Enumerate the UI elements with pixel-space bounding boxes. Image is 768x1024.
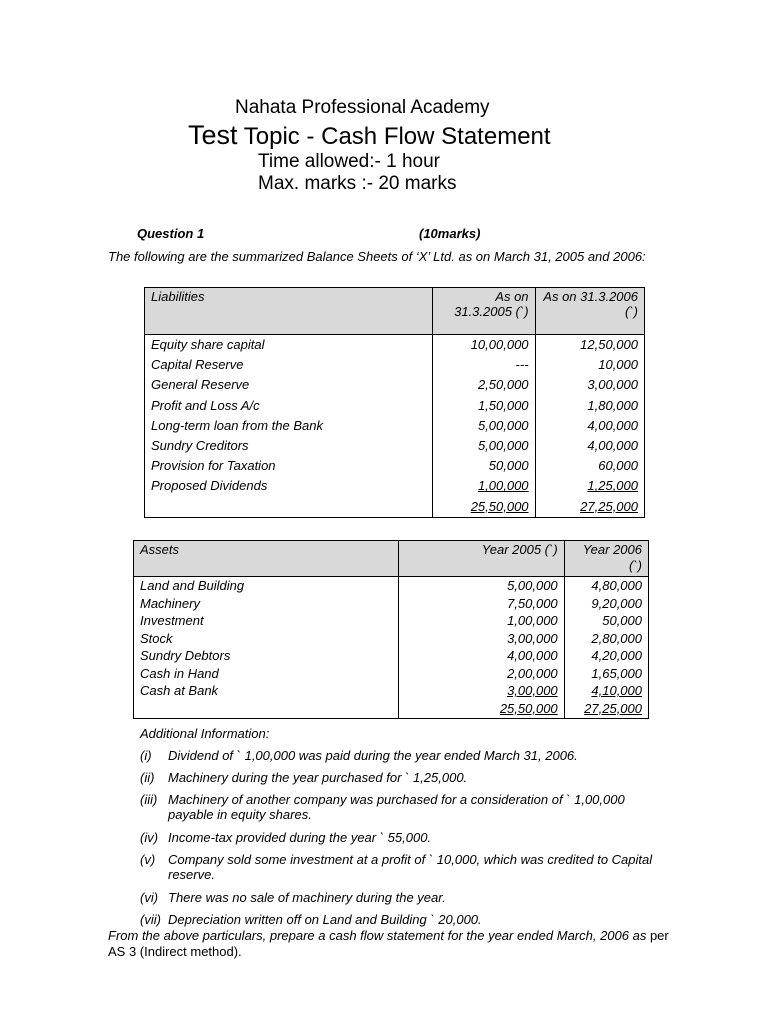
table-row: [134, 682, 649, 700]
table-header-row: [134, 541, 649, 577]
question-label: Question 1: [137, 226, 205, 241]
cell-text: 3,00,000: [507, 683, 558, 698]
cell: [535, 497, 644, 518]
item-number: (vii): [140, 912, 161, 927]
time-allowed: Time allowed:- 1 hour: [258, 151, 440, 172]
cell: Cash at Bank: [134, 682, 399, 700]
cell: 4,20,000: [564, 647, 648, 665]
cell-text: 1,25,000: [587, 478, 638, 494]
header-cell: [433, 288, 535, 335]
question-marks: (10marks): [419, 226, 481, 241]
cell: 10,000: [535, 355, 644, 375]
cell: 1,50,000: [433, 396, 535, 416]
table-header-row: [145, 288, 645, 335]
cell: 2,50,000: [433, 375, 535, 395]
table-row: [145, 476, 645, 496]
assets-table: [133, 540, 649, 719]
cell: 2,00,000: [399, 665, 565, 683]
table-row: [145, 335, 645, 356]
total-value: 25,50,000: [470, 498, 529, 514]
page-title: [188, 120, 551, 151]
header-text: Year 2005 (`): [481, 542, 558, 557]
cell: Proposed Dividends: [145, 476, 433, 496]
table-row: [134, 630, 649, 648]
cell: [399, 682, 565, 700]
cell: 12,50,000: [535, 335, 644, 356]
item-text: Dividend of ` 1,00,000 was paid during the year ended March 31, 2006.: [168, 748, 578, 763]
table-row: [145, 396, 645, 416]
item-number: (vi): [140, 890, 159, 905]
cell: ---: [433, 355, 535, 375]
table-row: [145, 436, 645, 456]
header-cell: [399, 541, 565, 577]
total-value: 27,25,000: [580, 498, 638, 514]
header-text: As on 31.3.2006 (`): [543, 289, 638, 319]
cell: 3,00,000: [399, 630, 565, 648]
cell: Long-term loan from the Bank: [145, 416, 433, 436]
item-text: There was no sale of machinery during the year.: [168, 890, 446, 905]
table-row: [145, 456, 645, 476]
cell: [134, 700, 399, 719]
total-value: 27,25,000: [584, 700, 642, 716]
question-intro: The following are the summarized Balance Sheets of ‘X’ Ltd. as on March 31, 2005 and 2006:: [108, 249, 646, 264]
item-number: (i): [140, 748, 152, 763]
item-text: Machinery during the year purchased for ` 1,25,000.: [168, 770, 468, 785]
table-row: [145, 355, 645, 375]
cell: Capital Reserve: [145, 355, 433, 375]
cell: [564, 700, 648, 719]
cell: 3,00,000: [535, 375, 644, 395]
max-marks: Max. marks :- 20 marks: [258, 173, 457, 194]
cell: [564, 682, 648, 700]
cell: [399, 700, 565, 719]
table-row: [134, 647, 649, 665]
additional-info-label: Additional Information:: [140, 726, 270, 741]
item-number: (ii): [140, 770, 155, 785]
cell: Provision for Taxation: [145, 456, 433, 476]
item-text: Machinery of another company was purchased for a consideration of ` 1,00,000 payable in equity shares.: [168, 792, 625, 822]
table-row: [134, 577, 649, 595]
cell: 9,20,000: [564, 595, 648, 613]
cell: 60,000: [535, 456, 644, 476]
cell: Cash in Hand: [134, 665, 399, 683]
cell: [145, 497, 433, 518]
item-text: Income-tax provided during the year ` 55,000.: [168, 830, 432, 845]
title-first-word: Test: [188, 120, 238, 150]
cell: 4,00,000: [399, 647, 565, 665]
cell-text: 4,10,000: [591, 683, 642, 698]
cell: General Reserve: [145, 375, 433, 395]
cell: Machinery: [134, 595, 399, 613]
cell: Investment: [134, 612, 399, 630]
total-row: [134, 700, 649, 719]
table-row: [134, 595, 649, 613]
item-text: Company sold some investment at a profit of ` 10,000, which was credited to Capital reserve.: [168, 852, 653, 882]
item-text: Depreciation written off on Land and Building ` 20,000.: [168, 912, 482, 927]
table-row: [134, 612, 649, 630]
header-text: Year 2006 (`): [582, 542, 642, 573]
cell: 1,65,000: [564, 665, 648, 683]
cell: 50,000: [564, 612, 648, 630]
cell: Sundry Debtors: [134, 647, 399, 665]
cell: 50,000: [433, 456, 535, 476]
header-cell: Assets: [134, 541, 399, 577]
header-text: As on 31.3.2005 (`): [454, 289, 529, 319]
item-number: (v): [140, 852, 156, 867]
cell: Profit and Loss A/c: [145, 396, 433, 416]
table-row: [145, 416, 645, 436]
cell-text: 1,00,000: [477, 478, 529, 494]
cell: 5,00,000: [433, 416, 535, 436]
cell: 10,00,000: [433, 335, 535, 356]
cell: 4,00,000: [535, 416, 644, 436]
header-cell: Liabilities: [145, 288, 433, 335]
cell: Stock: [134, 630, 399, 648]
cell: Sundry Creditors: [145, 436, 433, 456]
cell: 5,00,000: [399, 577, 565, 595]
cell: 2,80,000: [564, 630, 648, 648]
cell: 4,80,000: [564, 577, 648, 595]
closing-instruction: [108, 928, 678, 960]
item-number: (iv): [140, 830, 159, 845]
cell: 7,50,000: [399, 595, 565, 613]
table-row: [145, 375, 645, 395]
academy-name: Nahata Professional Academy: [235, 97, 490, 118]
cell: [433, 497, 535, 518]
title-rest: Topic - Cash Flow Statement: [243, 123, 551, 150]
cell: Land and Building: [134, 577, 399, 595]
item-number: (iii): [140, 792, 158, 807]
header-cell: [564, 541, 648, 577]
cell: 1,00,000: [399, 612, 565, 630]
cell: 5,00,000: [433, 436, 535, 456]
closing-normal: per AS 3 (Indirect method).: [108, 928, 669, 959]
closing-italic: From the above particulars, prepare a cash flow statement for the year ended March, 2006 as: [108, 928, 650, 943]
liabilities-table: [144, 287, 645, 518]
cell: Equity share capital: [145, 335, 433, 356]
cell: 4,00,000: [535, 436, 644, 456]
header-cell: [535, 288, 644, 335]
cell: [535, 476, 644, 496]
cell: [433, 476, 535, 496]
cell: 1,80,000: [535, 396, 644, 416]
total-value: 25,50,000: [499, 700, 558, 716]
table-row: [134, 665, 649, 683]
total-row: [145, 497, 645, 518]
